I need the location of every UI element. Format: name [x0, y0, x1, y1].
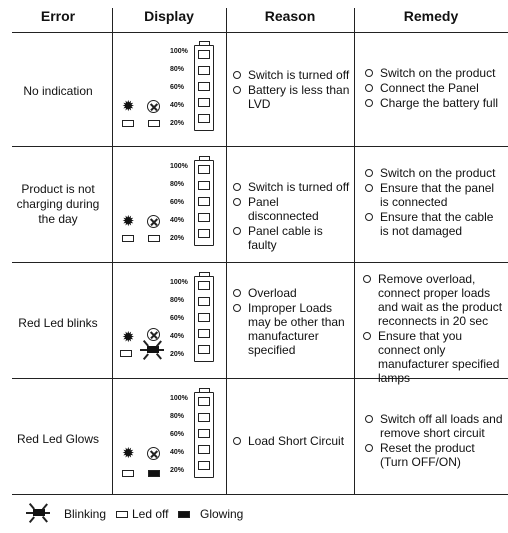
reason-list	[232, 180, 352, 253]
display-panel	[112, 266, 224, 384]
led-off-legend-icon	[116, 511, 128, 518]
percent-label: 100%	[170, 163, 188, 170]
red-led-blinking-icon	[140, 346, 164, 360]
reason-item: Switch is turned off	[232, 68, 350, 82]
header-reason: Reason	[264, 8, 316, 24]
percent-label: 100%	[170, 48, 188, 55]
row-divider	[12, 262, 508, 263]
sun-icon: ✹	[122, 98, 135, 115]
reason-item: Overload	[232, 286, 350, 300]
green-led-off	[122, 235, 134, 242]
lamp-icon	[147, 447, 160, 460]
reason-item: Improper Loads may be other than manufacturer specified	[232, 301, 350, 357]
reason-item: Load Short Circuit	[232, 434, 352, 448]
remedy-item: Switch off all loads and remove short circuit	[364, 412, 506, 440]
row-error-label: Product is not charging during the day	[16, 182, 100, 226]
reason-list	[232, 286, 350, 358]
percent-label: 20%	[170, 120, 185, 127]
percent-label: 80%	[170, 297, 185, 304]
percent-label: 60%	[170, 84, 185, 91]
legend-glowing-label: Glowing	[200, 507, 244, 521]
battery-icon	[194, 276, 214, 362]
lamp-icon	[147, 215, 160, 228]
green-led-off	[122, 120, 134, 127]
percent-label: 40%	[170, 333, 185, 340]
sun-icon: ✹	[122, 329, 135, 346]
green-led-off	[122, 470, 134, 477]
display-panel	[112, 35, 224, 153]
battery-icon	[194, 392, 214, 478]
remedy-list	[364, 66, 504, 111]
remedy-list	[362, 272, 506, 386]
legend-blinking-label: Blinking	[64, 507, 107, 521]
percent-label: 40%	[170, 217, 185, 224]
reason-item: Panel cable is faulty	[232, 224, 352, 252]
lamp-icon	[147, 328, 160, 341]
remedy-list	[364, 166, 504, 239]
reason-list	[232, 68, 350, 112]
row-divider	[12, 32, 508, 33]
percent-label: 100%	[170, 395, 188, 402]
percent-label: 100%	[170, 279, 188, 286]
green-led-off	[120, 350, 132, 357]
red-led-glowing	[148, 470, 160, 477]
remedy-item: Connect the Panel	[364, 81, 504, 95]
percent-label: 20%	[170, 467, 185, 474]
remedy-item: Switch on the product	[364, 166, 504, 180]
lamp-icon	[147, 100, 160, 113]
remedy-list	[364, 412, 506, 470]
remedy-item: Ensure that you connect only manufacturer specified lamps	[362, 329, 506, 385]
remedy-item: Switch on the product	[364, 66, 504, 80]
row-divider	[12, 494, 508, 495]
header-remedy: Remedy	[403, 8, 459, 24]
remedy-item: Ensure that the cable is not damaged	[364, 210, 504, 238]
row-divider	[12, 146, 508, 147]
sun-icon: ✹	[122, 445, 135, 462]
row-error-label: No indication	[23, 84, 93, 98]
column-divider	[354, 8, 355, 494]
percent-label: 80%	[170, 181, 185, 188]
battery-icon	[194, 45, 214, 131]
legend-led-off-label: Led off	[132, 507, 169, 521]
percent-label: 40%	[170, 102, 185, 109]
reason-item: Switch is turned off	[232, 180, 352, 194]
remedy-item: Charge the battery full	[364, 96, 504, 110]
remedy-item: Reset the product (Turn OFF/ON)	[364, 441, 506, 469]
remedy-item: Remove overload, connect proper loads and wait as the product reconnects in 20 sec	[362, 272, 506, 328]
header-display: Display	[144, 8, 194, 24]
display-panel	[112, 382, 224, 500]
percent-label: 60%	[170, 315, 185, 322]
reason-list	[232, 434, 352, 449]
percent-label: 60%	[170, 199, 185, 206]
reason-item: Battery is less than LVD	[232, 83, 350, 111]
row-error-label: Red Led Glows	[16, 432, 100, 446]
percent-label: 60%	[170, 431, 185, 438]
percent-label: 80%	[170, 413, 185, 420]
red-led-off	[148, 120, 160, 127]
header-error: Error	[40, 8, 76, 24]
red-led-off	[148, 235, 160, 242]
percent-label: 80%	[170, 66, 185, 73]
display-panel	[112, 150, 224, 268]
row-error-label: Red Led blinks	[18, 316, 98, 330]
remedy-item: Ensure that the panel is connected	[364, 181, 504, 209]
reason-item: Panel disconnected	[232, 195, 352, 223]
glowing-legend-icon	[178, 511, 190, 518]
sun-icon: ✹	[122, 213, 135, 230]
percent-label: 20%	[170, 351, 185, 358]
percent-label: 20%	[170, 235, 185, 242]
percent-label: 40%	[170, 449, 185, 456]
blinking-legend-icon	[26, 509, 50, 523]
column-divider	[226, 8, 227, 494]
battery-icon	[194, 160, 214, 246]
